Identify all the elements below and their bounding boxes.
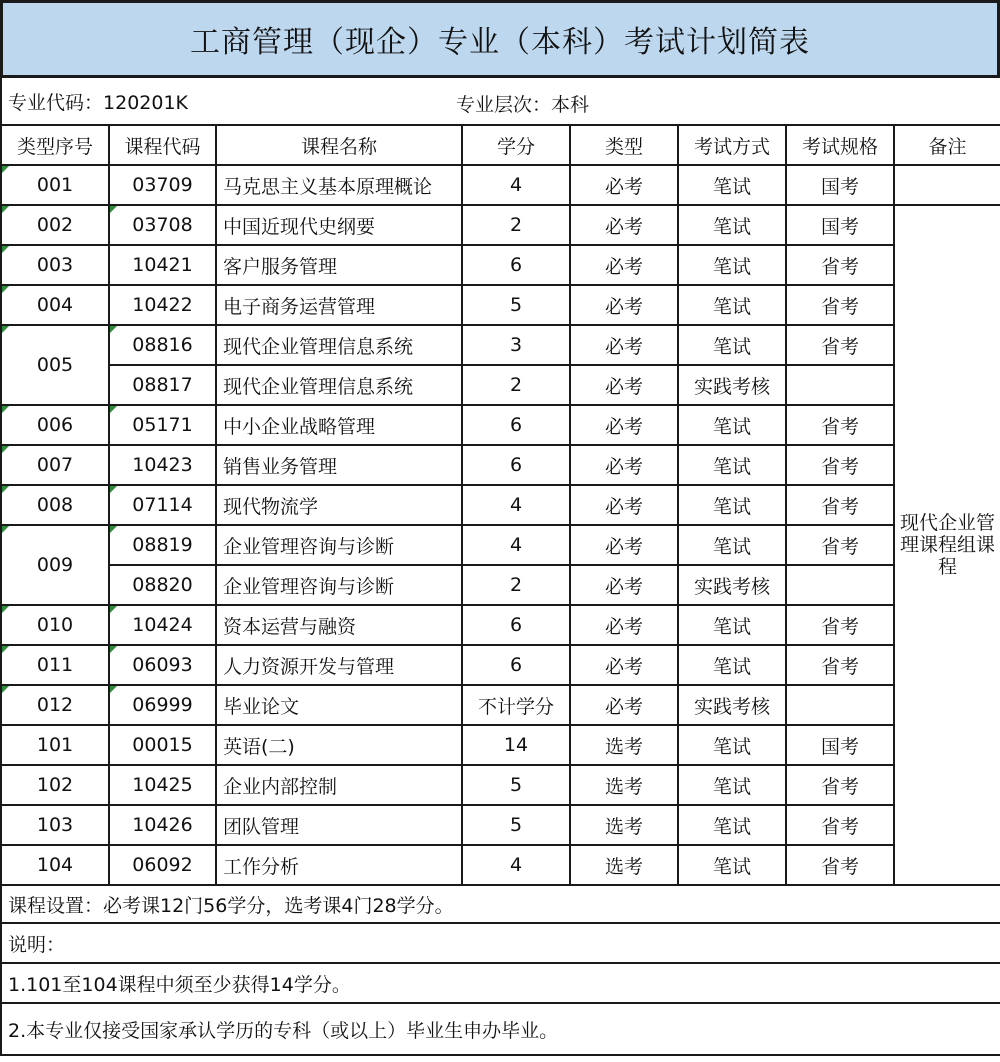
type-cell: 必考 — [570, 165, 678, 205]
header-row — [1, 125, 1000, 165]
course-name-cell: 工作分析 — [216, 845, 462, 885]
exam-level-cell: 省考 — [786, 805, 894, 845]
note1-row — [1, 963, 1000, 1003]
note2-row — [1, 1003, 1000, 1055]
note-1-text: 1.101至104课程中须至少获得14学分。 — [1, 963, 1000, 1003]
seq-cell: 002 — [1, 205, 109, 245]
credit-cell: 4 — [462, 485, 570, 525]
type-cell: 必考 — [570, 285, 678, 325]
header-type: 类型 — [570, 125, 678, 165]
info-row — [1, 77, 1000, 125]
header-level: 考试规格 — [786, 125, 894, 165]
exam-level-cell: 省考 — [786, 445, 894, 485]
table-row — [1, 565, 1000, 605]
exam-method-cell: 实践考核 — [678, 565, 786, 605]
remark-cell-empty — [894, 165, 1000, 205]
seq-cell: 101 — [1, 725, 109, 765]
table-row — [1, 645, 1000, 685]
page-title: 工商管理（现企）专业（本科）考试计划简表 — [0, 0, 1000, 78]
exam-level-cell: 省考 — [786, 485, 894, 525]
course-setup-text: 课程设置：必考课12门56学分，选考课4门28学分。 — [1, 885, 1000, 923]
table-row — [1, 365, 1000, 405]
exam-level-cell — [786, 365, 894, 405]
seq-cell: 001 — [1, 165, 109, 205]
info-cell — [1, 77, 1000, 125]
seq-cell: 011 — [1, 645, 109, 685]
explain-label: 说明： — [1, 923, 1000, 963]
type-cell: 选考 — [570, 845, 678, 885]
exam-level-cell: 省考 — [786, 845, 894, 885]
credit-cell: 5 — [462, 805, 570, 845]
course-code-cell: 07114 — [109, 485, 216, 525]
exam-level-cell: 省考 — [786, 645, 894, 685]
type-cell: 必考 — [570, 525, 678, 565]
exam-method-cell: 笔试 — [678, 205, 786, 245]
table-row — [1, 205, 1000, 245]
credit-cell: 6 — [462, 605, 570, 645]
table-row — [1, 765, 1000, 805]
table-row — [1, 325, 1000, 365]
course-name-cell: 中国近现代史纲要 — [216, 205, 462, 245]
type-cell: 必考 — [570, 485, 678, 525]
exam-method-cell: 笔试 — [678, 645, 786, 685]
table-row — [1, 725, 1000, 765]
major-code-value: 120201K — [103, 91, 189, 114]
course-code-cell: 10422 — [109, 285, 216, 325]
type-cell: 必考 — [570, 605, 678, 645]
credit-cell: 4 — [462, 845, 570, 885]
exam-level-cell — [786, 685, 894, 725]
course-name-cell: 客户服务管理 — [216, 245, 462, 285]
header-code: 课程代码 — [109, 125, 216, 165]
course-name-cell: 英语(二) — [216, 725, 462, 765]
type-cell: 必考 — [570, 685, 678, 725]
exam-method-cell: 笔试 — [678, 485, 786, 525]
credit-cell: 5 — [462, 765, 570, 805]
course-code-cell: 10421 — [109, 245, 216, 285]
table-row — [1, 805, 1000, 845]
exam-method-cell: 笔试 — [678, 805, 786, 845]
credit-cell: 4 — [462, 525, 570, 565]
course-name-cell: 毕业论文 — [216, 685, 462, 725]
course-code-cell: 06092 — [109, 845, 216, 885]
course-name-cell: 马克思主义基本原理概论 — [216, 165, 462, 205]
type-cell: 必考 — [570, 565, 678, 605]
credit-cell: 4 — [462, 165, 570, 205]
exam-method-cell: 笔试 — [678, 725, 786, 765]
course-code-cell: 10425 — [109, 765, 216, 805]
header-method: 考试方式 — [678, 125, 786, 165]
exam-method-cell: 实践考核 — [678, 685, 786, 725]
exam-level-cell: 省考 — [786, 325, 894, 365]
course-name-cell: 中小企业战略管理 — [216, 405, 462, 445]
table-row — [1, 605, 1000, 645]
course-code-cell: 10423 — [109, 445, 216, 485]
exam-method-cell: 笔试 — [678, 845, 786, 885]
course-code-cell: 10424 — [109, 605, 216, 645]
course-name-cell: 人力资源开发与管理 — [216, 645, 462, 685]
exam-method-cell: 笔试 — [678, 245, 786, 285]
course-code-cell: 08819 — [109, 525, 216, 565]
credit-cell: 6 — [462, 645, 570, 685]
course-name-cell: 团队管理 — [216, 805, 462, 845]
credit-cell: 6 — [462, 245, 570, 285]
credit-cell: 不计学分 — [462, 685, 570, 725]
seq-cell: 003 — [1, 245, 109, 285]
credit-cell: 2 — [462, 205, 570, 245]
exam-method-cell: 笔试 — [678, 605, 786, 645]
type-cell: 必考 — [570, 365, 678, 405]
credit-cell: 6 — [462, 445, 570, 485]
header-credit: 学分 — [462, 125, 570, 165]
type-cell: 必考 — [570, 645, 678, 685]
credit-cell: 14 — [462, 725, 570, 765]
seq-cell: 004 — [1, 285, 109, 325]
course-code-cell: 00015 — [109, 725, 216, 765]
course-code-cell: 03708 — [109, 205, 216, 245]
course-code-cell: 03709 — [109, 165, 216, 205]
course-name-cell: 企业内部控制 — [216, 765, 462, 805]
table-row — [1, 165, 1000, 205]
setup-row — [1, 885, 1000, 923]
type-cell: 必考 — [570, 405, 678, 445]
exam-level-cell: 省考 — [786, 405, 894, 445]
exam-level-cell: 省考 — [786, 285, 894, 325]
major-level-label: 专业层次： — [456, 94, 552, 116]
type-cell: 必考 — [570, 325, 678, 365]
seq-cell: 006 — [1, 405, 109, 445]
exam-level-cell: 省考 — [786, 605, 894, 645]
type-cell: 必考 — [570, 445, 678, 485]
course-name-cell: 现代企业管理信息系统 — [216, 325, 462, 365]
course-code-cell: 08817 — [109, 365, 216, 405]
course-name-cell: 资本运营与融资 — [216, 605, 462, 645]
table-row — [1, 245, 1000, 285]
exam-level-cell: 国考 — [786, 205, 894, 245]
exam-level-cell: 省考 — [786, 245, 894, 285]
seq-cell: 005 — [1, 325, 109, 405]
exam-level-cell: 国考 — [786, 725, 894, 765]
credit-cell: 2 — [462, 565, 570, 605]
credit-cell: 3 — [462, 325, 570, 365]
exam-method-cell: 笔试 — [678, 765, 786, 805]
seq-cell: 010 — [1, 605, 109, 645]
type-cell: 选考 — [570, 805, 678, 845]
header-name: 课程名称 — [216, 125, 462, 165]
credit-cell: 2 — [462, 365, 570, 405]
exam-level-cell: 省考 — [786, 525, 894, 565]
course-code-cell: 06093 — [109, 645, 216, 685]
remark-cell: 现代企业管理课程组课程 — [894, 205, 1000, 885]
exam-level-cell — [786, 565, 894, 605]
exam-method-cell: 笔试 — [678, 405, 786, 445]
seq-cell: 009 — [1, 525, 109, 605]
type-cell: 必考 — [570, 205, 678, 245]
seq-cell: 104 — [1, 845, 109, 885]
seq-cell: 102 — [1, 765, 109, 805]
course-name-cell: 现代物流学 — [216, 485, 462, 525]
table-row — [1, 485, 1000, 525]
table-row — [1, 845, 1000, 885]
header-seq: 类型序号 — [1, 125, 109, 165]
course-name-cell: 企业管理咨询与诊断 — [216, 565, 462, 605]
header-remark: 备注 — [894, 125, 1000, 165]
exam-method-cell: 笔试 — [678, 165, 786, 205]
note-2-text: 2.本专业仅接受国家承认学历的专科（或以上）毕业生申办毕业。 — [1, 1003, 1000, 1055]
seq-cell: 008 — [1, 485, 109, 525]
table-row — [1, 525, 1000, 565]
course-code-cell: 05171 — [109, 405, 216, 445]
major-level-value: 本科 — [551, 94, 590, 116]
seq-cell: 103 — [1, 805, 109, 845]
course-name-cell: 电子商务运营管理 — [216, 285, 462, 325]
exam-method-cell: 笔试 — [678, 445, 786, 485]
table-row — [1, 445, 1000, 485]
exam-method-cell: 笔试 — [678, 325, 786, 365]
course-code-cell: 08816 — [109, 325, 216, 365]
exam-plan-table — [0, 76, 1000, 1056]
credit-cell: 5 — [462, 285, 570, 325]
exam-method-cell: 笔试 — [678, 525, 786, 565]
exam-level-cell: 国考 — [786, 165, 894, 205]
exam-method-cell: 笔试 — [678, 285, 786, 325]
major-code-label: 专业代码： — [8, 91, 104, 114]
course-code-cell: 06999 — [109, 685, 216, 725]
credit-cell: 6 — [462, 405, 570, 445]
seq-cell: 012 — [1, 685, 109, 725]
course-code-cell: 08820 — [109, 565, 216, 605]
course-code-cell: 10426 — [109, 805, 216, 845]
table-row — [1, 285, 1000, 325]
exam-level-cell: 省考 — [786, 765, 894, 805]
type-cell: 选考 — [570, 765, 678, 805]
explain-row — [1, 923, 1000, 963]
table-row — [1, 405, 1000, 445]
type-cell: 必考 — [570, 245, 678, 285]
course-name-cell: 企业管理咨询与诊断 — [216, 525, 462, 565]
course-name-cell: 销售业务管理 — [216, 445, 462, 485]
table-row — [1, 685, 1000, 725]
exam-method-cell: 实践考核 — [678, 365, 786, 405]
seq-cell: 007 — [1, 445, 109, 485]
type-cell: 选考 — [570, 725, 678, 765]
course-name-cell: 现代企业管理信息系统 — [216, 365, 462, 405]
